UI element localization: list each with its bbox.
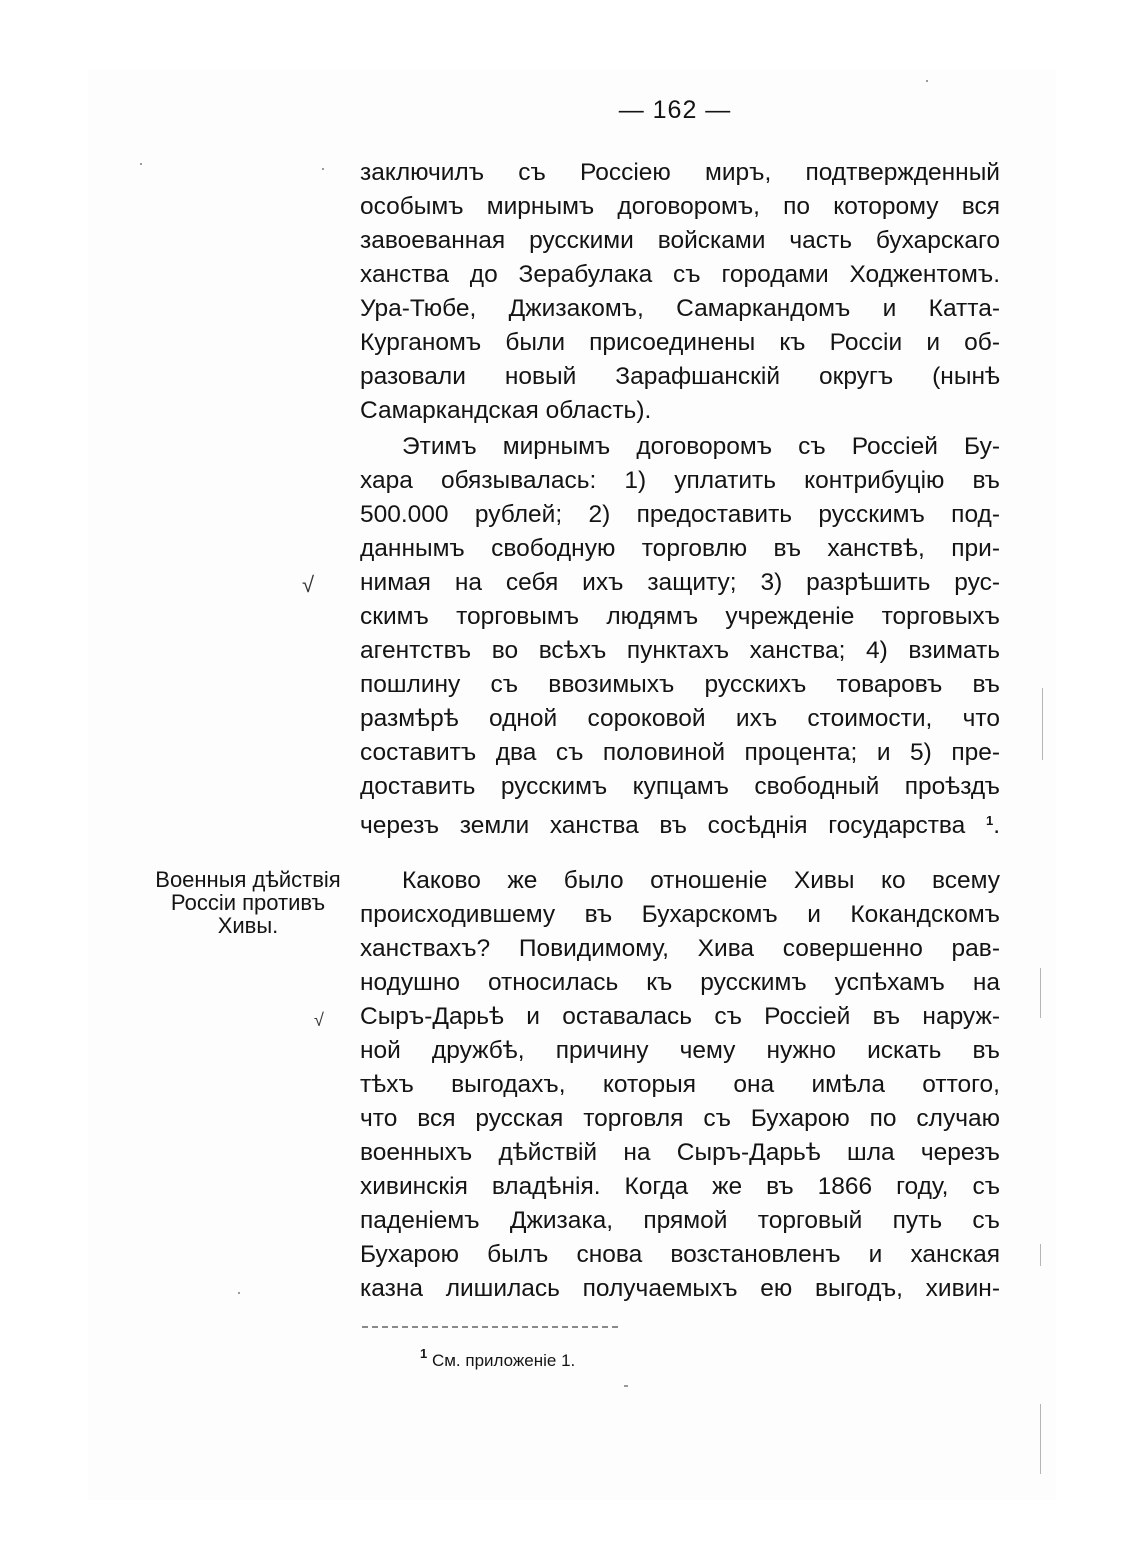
footnote-separator — [362, 1326, 618, 1328]
text-line: доставить русскимъ купцамъ свободный проѣздъ — [360, 773, 1000, 800]
check-mark-icon: √ — [302, 572, 315, 597]
scan-speck — [624, 1385, 628, 1387]
scan-line — [1040, 1404, 1041, 1474]
text-line: размѣрѣ одной сороковой ихъ стоимости, что — [360, 705, 1000, 732]
text-line: что вся русская торговля съ Бухарою по случаю — [360, 1105, 1000, 1132]
margin-note-line: Хивы. — [217, 913, 279, 938]
text-line: хивинскія владѣнія. Когда же въ 1866 году, съ — [360, 1173, 1000, 1200]
text-line: Каково же было отношеніе Хивы ко всему — [402, 867, 1000, 894]
scan-line — [1040, 1244, 1041, 1266]
text-line: Сыръ-Дарьѣ и оставалась съ Россіей въ наруж- — [360, 1003, 1000, 1030]
text-line: составитъ два съ половиной процента; и 5) пре- — [360, 739, 1000, 766]
text-line: казна лишилась получаемыхъ ею выгодъ, хивин- — [360, 1275, 1000, 1302]
scan-speck — [322, 168, 324, 170]
text-line: агентствъ во всѣхъ пунктахъ ханства; 4) взимать — [360, 637, 1000, 664]
margin-note-line: Россіи противъ — [170, 890, 326, 915]
text-line: завоеванная русскими войсками часть бухарскаго — [360, 227, 1000, 254]
text-line: Этимъ мирнымъ договоромъ съ Россіей Бу- — [402, 433, 1000, 460]
text-line: Бухарою былъ снова возстановленъ и ханская — [360, 1241, 1000, 1268]
page-number: — 162 — — [618, 96, 732, 124]
sentence-end: . — [993, 812, 1000, 839]
text-line: хара обязывалась: 1) уплатить контрибуцію въ — [360, 467, 1000, 494]
text-line: нимая на себя ихъ защиту; 3) разрѣшить рус- — [360, 569, 1000, 596]
text-line: заключилъ съ Россіею миръ, подтвержденный — [360, 159, 1000, 186]
text-line: паденіемъ Джизака, прямой торговый путь съ — [360, 1207, 1000, 1234]
text-line — [360, 804, 1000, 843]
footnote-text: См. приложеніе 1. — [431, 1351, 576, 1370]
scan-line — [1040, 968, 1041, 1018]
footnote-marker: 1 — [420, 1346, 428, 1361]
scan-speck — [140, 163, 142, 165]
text-line: Ура-Тюбе, Джизакомъ, Самаркандомъ и Катта- — [360, 295, 1000, 322]
margin-note — [140, 868, 356, 937]
text-line: происходившему въ Бухарскомъ и Кокандскомъ — [360, 901, 1000, 928]
scan-speck — [926, 80, 928, 82]
text-line: ханства до Зерабулака съ городами Ходжентомъ. — [360, 261, 1000, 288]
text-line: 500.000 рублей; 2) предоставить русскимъ под- — [360, 501, 1000, 528]
text-line: Самаркандская область). — [360, 397, 652, 424]
text-line: ной дружбѣ, причину чему нужно искать въ — [360, 1037, 1000, 1064]
footnote-reference: 1 — [985, 813, 994, 828]
text-line: скимъ торговымъ людямъ учрежденіе торговыхъ — [360, 603, 1000, 630]
footnote — [420, 1346, 575, 1371]
scan-line — [1042, 688, 1043, 760]
text-line: Курганомъ были присоединены къ Россіи и об- — [360, 329, 1000, 356]
scan-speck — [238, 1292, 240, 1294]
text-line: разовали новый Зарафшанскій округъ (нынѣ — [360, 363, 1000, 390]
text-line: даннымъ свободную торговлю въ ханствѣ, при- — [360, 535, 1000, 562]
text-line: ханствахъ? Повидимому, Хива совершенно рав- — [360, 935, 1000, 962]
line-text: черезъ земли ханства въ сосѣднія государства — [360, 812, 966, 839]
text-line: тѣхъ выгодахъ, которыя она имѣла оттого, — [360, 1071, 1000, 1098]
text-line: нодушно относилась къ русскимъ успѣхамъ на — [360, 969, 1000, 996]
check-mark-icon: √ — [314, 1010, 324, 1030]
text-line: особымъ мирнымъ договоромъ, по которому вся — [360, 193, 1000, 220]
text-line: пошлину съ ввозимыхъ русскихъ товаровъ въ — [360, 671, 1000, 698]
margin-note-line: Военныя дѣйствія — [155, 867, 341, 892]
text-line: военныхъ дѣйствій на Сыръ-Дарьѣ шла черезъ — [360, 1139, 1000, 1166]
